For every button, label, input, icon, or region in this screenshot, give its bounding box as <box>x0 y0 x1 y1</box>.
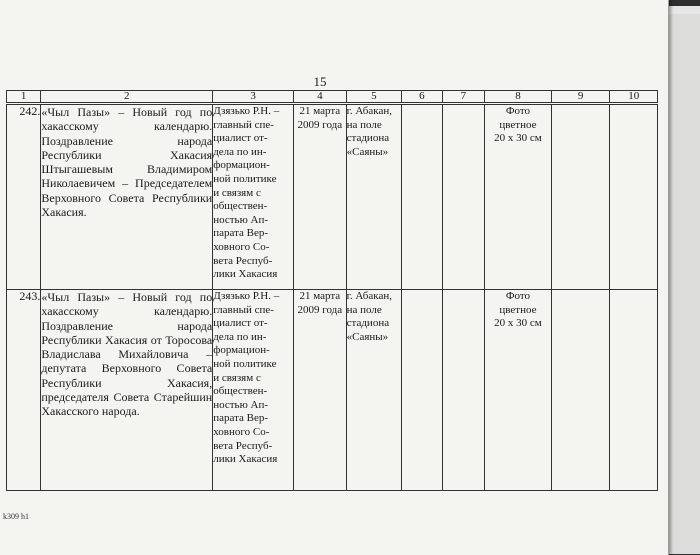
column-header: 8 <box>485 91 552 104</box>
cell-line: Дзязько Р.Н. – <box>213 290 280 302</box>
cell-line: 21 марта <box>299 105 341 117</box>
row-cell-empty <box>442 290 484 491</box>
cell-line: главный спе- <box>213 118 274 131</box>
cell-line: цветное <box>499 303 537 316</box>
cell-line: стадиона <box>346 317 390 330</box>
table-row <box>7 290 658 491</box>
cell-line: парата Вер- <box>213 412 269 425</box>
row-cell-empty <box>551 290 610 491</box>
table-row <box>7 104 658 290</box>
row-photo-format <box>485 104 552 290</box>
column-header: 10 <box>610 91 658 104</box>
row-number: 242. <box>7 104 41 290</box>
row-place <box>346 290 402 491</box>
column-header: 4 <box>294 91 347 104</box>
header-row <box>7 91 658 104</box>
cell-line: и связям с <box>213 371 261 384</box>
cell-line: лики Хакасия <box>213 453 278 466</box>
row-number: 243. <box>7 290 41 491</box>
column-header: 5 <box>346 91 402 104</box>
column-header: 1 <box>7 91 41 104</box>
row-cell-empty <box>442 104 484 290</box>
cell-line: лики Хакасия <box>213 268 278 281</box>
cell-line: 2009 года <box>297 118 343 131</box>
cell-line: г. Абакан, <box>346 105 392 117</box>
row-cell-empty <box>610 104 658 290</box>
cell-line: ностью Ап- <box>213 398 269 411</box>
cell-line: обществен- <box>213 200 268 213</box>
cell-line: ховного Со- <box>213 240 270 253</box>
register-table <box>6 90 658 491</box>
row-cell-empty <box>610 290 658 491</box>
cell-line: «Саяны» <box>346 145 389 158</box>
row-photo-format <box>485 290 552 491</box>
cell-line: ностью Ап- <box>213 213 269 226</box>
cell-line: парата Вер- <box>213 227 269 240</box>
page-number: 15 <box>313 74 327 89</box>
row-description: «Чыл Пазы» – Новый год по хакасскому календарю. Поздравление народа Республики Хакасия Штыгашевым Владимиром Николаевичем – Председателем Верховного Совета Республики Хакасия. <box>41 104 213 290</box>
cell-line: и связям с <box>213 186 261 199</box>
column-header: 3 <box>213 91 294 104</box>
row-date <box>294 104 347 290</box>
column-header: 6 <box>402 91 442 104</box>
column-header: 2 <box>41 91 213 104</box>
cell-line: Фото <box>505 105 531 117</box>
cell-line: 20 x 30 см <box>494 317 542 330</box>
cell-line: вета Респуб- <box>213 439 273 452</box>
cell-line: Дзязько Р.Н. – <box>213 105 280 117</box>
row-cell-empty <box>402 104 442 290</box>
cell-line: формацион- <box>213 344 270 357</box>
cell-line: Фото <box>505 290 531 302</box>
cell-line: ной политике <box>213 357 277 370</box>
row-cell-empty <box>402 290 442 491</box>
row-author <box>213 290 294 491</box>
cell-line: ной политике <box>213 172 277 185</box>
cell-line: 20 x 30 см <box>494 132 542 145</box>
cell-line: главный спе- <box>213 303 274 316</box>
cell-line: дела по ин- <box>213 145 267 158</box>
scan-code: k309 h1 <box>3 512 29 521</box>
cell-line: 21 марта <box>299 290 341 302</box>
cell-line: циалист от- <box>213 132 268 145</box>
row-author <box>213 104 294 290</box>
cell-line: стадиона <box>346 132 390 145</box>
row-cell-empty <box>551 104 610 290</box>
cell-line: цветное <box>499 118 537 131</box>
cell-line: на поле <box>346 118 382 131</box>
cell-line: ховного Со- <box>213 425 270 438</box>
row-date <box>294 290 347 491</box>
cell-line: 2009 года <box>297 303 343 316</box>
column-header: 7 <box>442 91 484 104</box>
row-place <box>346 104 402 290</box>
row-description: «Чыл Пазы» – Новый год по хакасскому календарю. Поздравление народа Республики Хакасия от Торосова Владислава Михайловича – депутата Верховного Совета Республики Хакасия, председателя Совета Старейшин Хакасского народа. <box>41 290 213 491</box>
cell-line: формацион- <box>213 159 270 172</box>
cell-line: обществен- <box>213 385 268 398</box>
cell-line: циалист от- <box>213 317 268 330</box>
cell-line: вета Респуб- <box>213 254 273 267</box>
cell-line: г. Абакан, <box>346 290 392 302</box>
cell-line: на поле <box>346 303 382 316</box>
cell-line: дела по ин- <box>213 330 267 343</box>
cell-line: «Саяны» <box>346 330 389 343</box>
column-header: 9 <box>551 91 610 104</box>
